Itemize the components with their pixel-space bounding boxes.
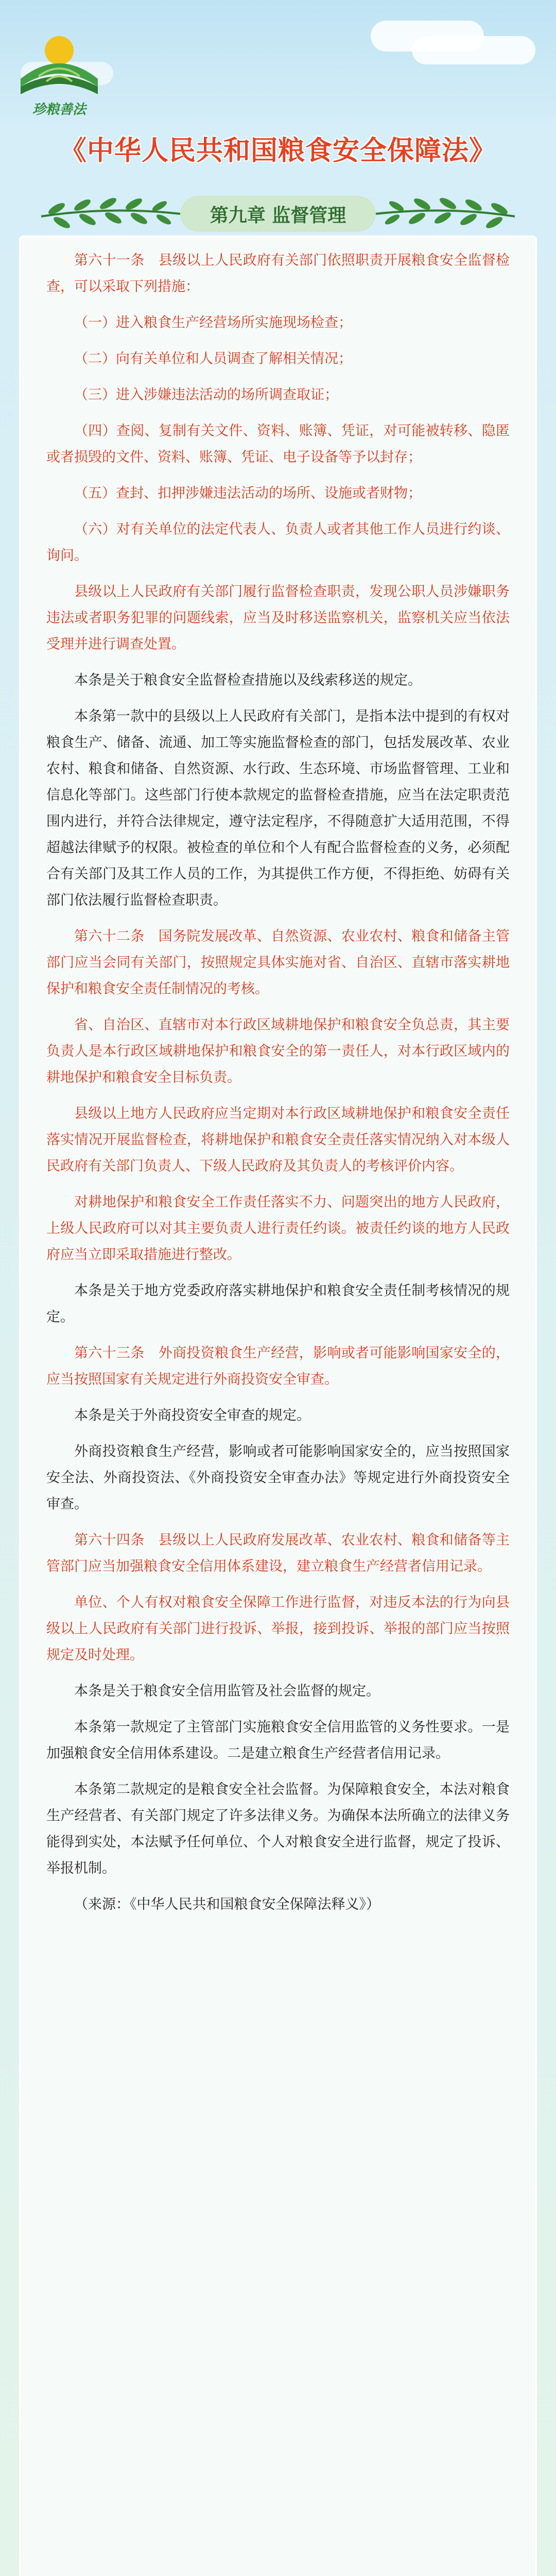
law-article-paragraph: （五）查封、扣押涉嫌违法活动的场所、设施或者财物； — [74, 485, 422, 501]
laurel-branch-icon — [31, 185, 185, 242]
commentary-paragraph: 本条第一款中的县级以上人民政府有关部门，是指本法中提到的有权对粮食生产、储备、流通、加工等实施监督检查的部门，包括发展改革、农业农村、粮食和储备、自然资源、水行政、生态环境、市场监督管理、工业和信息化等部门。这些部门行使本款规定的监督检查措施，应当在法定职责范围内进行，并符合法律规定，遵守法定程序，不得随意扩大适用范围，不得超越法律赋予的权限。被检查的单位和个人有配合监督检查的义务，必须配合有关部门及其工作人员的工作，为其提供工作方便，不得拒绝、妨碍有关部门依法履行监督检查职责。 — [46, 708, 510, 908]
law-article-paragraph: （一）进入粮食生产经营场所实施现场检查； — [74, 315, 352, 331]
law-article-paragraph: 县级以上地方人民政府应当定期对本行政区域耕地保护和粮食安全责任落实情况开展监督检查，将耕地保护和粮食安全责任落实情况纳入对本级人民政府有关部门负责人、下级人民政府及其负责人的考核评价内容。 — [46, 1106, 510, 1174]
commentary-paragraph: 本条是关于地方党委政府落实耕地保护和粮食安全责任制考核情况的规定。 — [46, 1283, 510, 1325]
logo-text: 珍粮善法 — [32, 102, 86, 117]
commentary-paragraph: 外商投资粮食生产经营，影响或者可能影响国家安全的，应当按照国家安全法、外商投资法、《外商投资安全审查办法》等规定进行外商投资安全审查。 — [46, 1444, 510, 1512]
law-article-paragraph: （二）向有关单位和人员调查了解相关情况； — [74, 351, 352, 367]
law-article-paragraph: 县级以上人民政府有关部门履行监督检查职责，发现公职人员涉嫌职务违法或者职务犯罪的问题线索，应当及时移送监察机关，监察机关应当依法受理并进行调查处置。 — [46, 584, 510, 652]
law-article-paragraph: 第六十一条 县级以上人民政府有关部门依照职责开展粮食安全监督检查，可以采取下列措施： — [46, 252, 510, 295]
law-article-paragraph: 省、自治区、直辖市对本行政区域耕地保护和粮食安全负总责，其主要负责人是本行政区域耕地保护和粮食安全的第一责任人，对本行政区域内的耕地保护和粮食安全目标负责。 — [46, 1017, 510, 1086]
grain-field-logo-icon — [15, 30, 103, 97]
law-article-paragraph: 第六十四条 县级以上人民政府发展改革、农业农村、粮食和储备等主管部门应当加强粮食安全信用体系建设，建立粮食生产经营者信用记录。 — [46, 1532, 510, 1574]
commentary-paragraph: 本条是关于粮食安全监督检查措施以及线索移送的规定。 — [74, 672, 422, 688]
law-article-paragraph: 第六十三条 外商投资粮食生产经营，影响或者可能影响国家安全的，应当按照国家有关规定进行外商投资安全审查。 — [46, 1345, 510, 1387]
page-title: 《中华人民共和国粮食安全保障法》 — [59, 135, 496, 166]
cloud-icon — [412, 36, 535, 64]
chapter-banner — [31, 185, 525, 242]
law-article-paragraph: （四）查阅、复制有关文件、资料、账簿、凭证，对可能被转移、隐匿或者损毁的文件、资料、账簿、凭证、电子设备等予以封存； — [46, 423, 510, 465]
commentary-paragraph: 本条是关于外商投资安全审查的规定。 — [74, 1408, 310, 1423]
law-article-paragraph: （六）对有关单位的法定代表人、负责人或者其他工作人员进行约谈、询问。 — [46, 521, 510, 564]
law-article-paragraph: （三）进入涉嫌违法活动的场所调查取证； — [74, 387, 338, 403]
commentary-paragraph: 本条第一款规定了主管部门实施粮食安全信用监管的义务性要求。一是加强粮食安全信用体系建设。二是建立粮食生产经营者信用记录。 — [46, 1719, 510, 1761]
commentary-paragraph: 本条是关于粮食安全信用监管及社会监督的规定。 — [74, 1683, 380, 1699]
commentary-paragraph: 本条第二款规定的是粮食安全社会监督。为保障粮食安全，本法对粮食生产经营者、有关部门规定了许多法律义务。为确保本法所确立的法律义务能得到实处，本法赋予任何单位、个人对粮食安全进行监督，规定了投诉、举报机制。 — [46, 1782, 510, 1876]
article-body — [46, 247, 510, 1927]
law-article-paragraph: 单位、个人有权对粮食安全保障工作进行监督，对违反本法的行为向县级以上人民政府有关部门进行投诉、举报，接到投诉、举报的部门应当按照规定及时处理。 — [46, 1595, 510, 1663]
law-article-paragraph: 第六十二条 国务院发展改革、自然资源、农业农村、粮食和储备主管部门应当会同有关部门，按照规定具体实施对省、自治区、直辖市落实耕地保护和粮食安全责任制情况的考核。 — [46, 928, 510, 997]
chapter-title: 第九章 监督管理 — [180, 196, 376, 232]
laurel-branch-icon — [371, 185, 525, 242]
law-article-paragraph: 对耕地保护和粮食安全工作责任落实不力、问题突出的地方人民政府，上级人民政府可以对其主要负责人进行责任约谈。被责任约谈的地方人民政府应当立即采取措施进行整改。 — [46, 1194, 510, 1263]
commentary-paragraph: （来源：《中华人民共和国粮食安全保障法释义》） — [74, 1896, 380, 1912]
